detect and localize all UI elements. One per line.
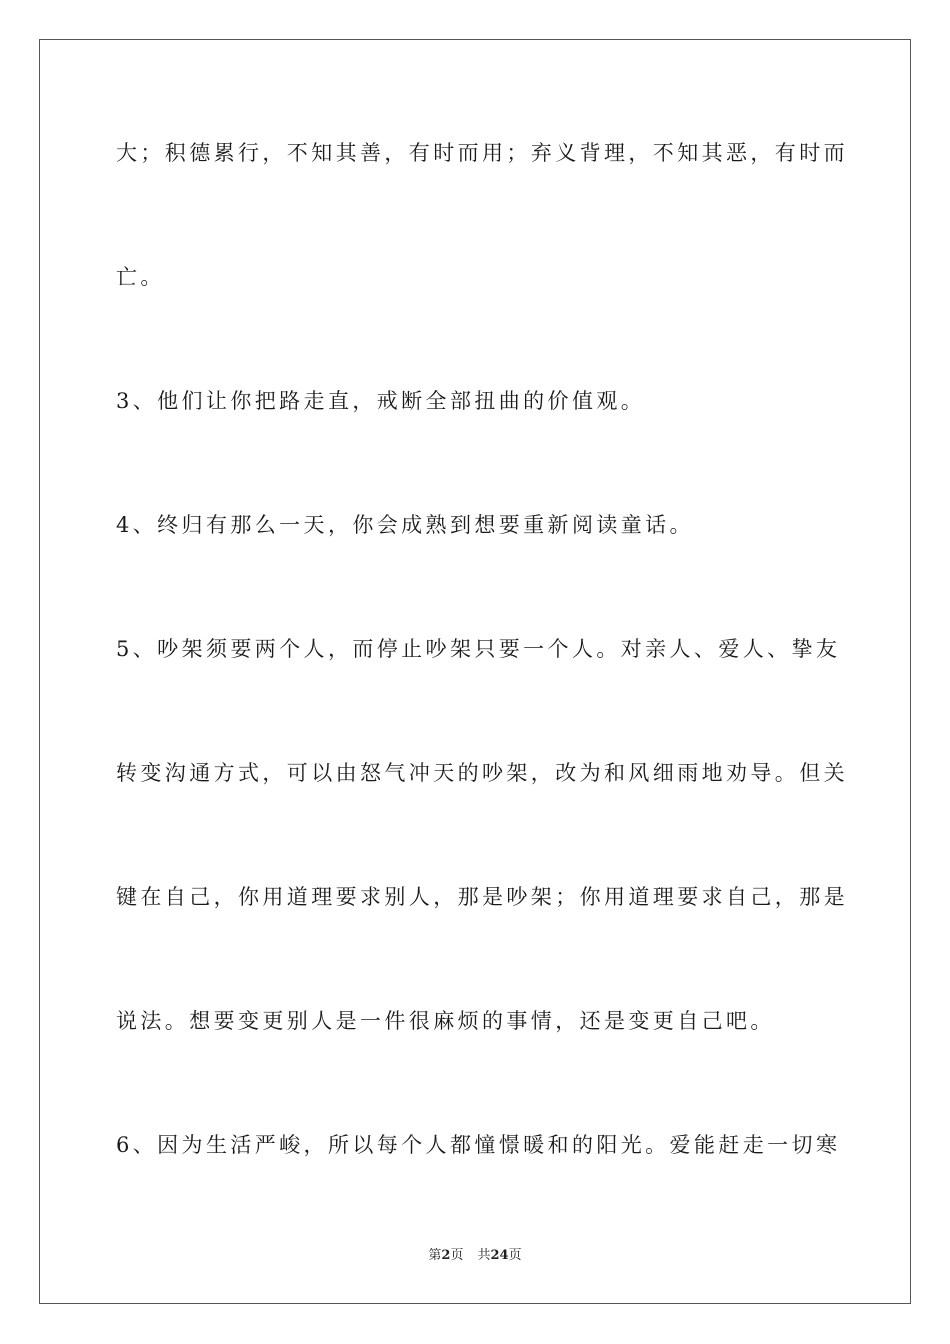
page-prefix: 第 bbox=[428, 1248, 442, 1263]
text-line-1: 大；积德累行，不知其善，有时而用；弃义背理，不知其恶，有时而 bbox=[116, 141, 848, 165]
text-line-6: 转变沟通方式，可以由怒气冲天的吵架，改为和风细雨地劝导。但关 bbox=[116, 761, 848, 785]
total-prefix: 共 bbox=[477, 1248, 491, 1263]
page-current: 2 bbox=[441, 1248, 451, 1263]
page-border bbox=[39, 39, 911, 1304]
page-footer bbox=[0, 1247, 950, 1265]
text-line-3: 3、他们让你把路走直，戒断全部扭曲的价值观。 bbox=[116, 389, 646, 413]
text-line-2: 亡。 bbox=[116, 265, 165, 289]
text-line-8: 说法。想要变更别人是一件很麻烦的事情，还是变更自己吧。 bbox=[116, 1009, 775, 1033]
page-unit: 页 bbox=[450, 1248, 464, 1263]
text-line-9: 6、因为生活严峻，所以每个人都憧憬暖和的阳光。爱能赶走一切寒 bbox=[116, 1133, 841, 1157]
text-line-5: 5、吵架须要两个人，而停止吵架只要一个人。对亲人、爱人、挚友 bbox=[116, 637, 841, 661]
text-line-7: 键在自己，你用道理要求别人，那是吵架；你用道理要求自己，那是 bbox=[116, 885, 848, 909]
text-line-4: 4、终归有那么一天，你会成熟到想要重新阅读童话。 bbox=[116, 513, 694, 537]
page-total: 24 bbox=[490, 1248, 509, 1263]
total-unit: 页 bbox=[508, 1248, 522, 1263]
